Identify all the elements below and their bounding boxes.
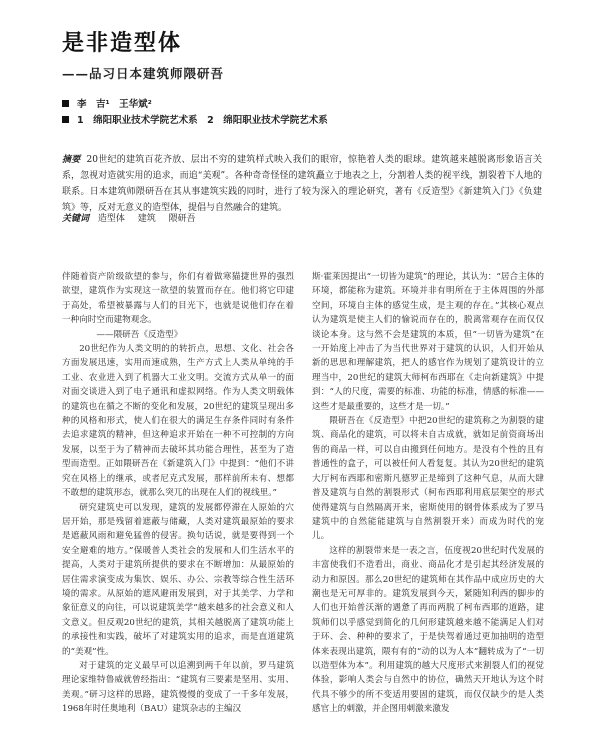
affiliation-line (62, 112, 328, 126)
keyword: 隈研吾 (168, 214, 196, 224)
keywords-label: 关键词 (62, 214, 90, 224)
square-bullet-icon (62, 116, 69, 123)
article-title: 是非造型体 (62, 31, 183, 56)
article-subtitle: ——品习日本建筑师隈研吾 (62, 66, 225, 81)
paragraph: 对于建筑的定义最早可以追溯到两千年以前，罗马建筑理论家维特鲁威就曾经指出：“建筑有三要素是坚用、实用、美观。”研习这样的思路，建筑慢慢的变成了一千多年发展，1968年时任奥地利（BAU）建筑杂志的主编汉 (62, 660, 294, 715)
author-line (62, 96, 152, 110)
paragraph: 20世纪作为人类文明的的转折点，思想、文化、社会各方面发展迅速，实用而速成熟，生产方式上人类从单纯的手工业、农业进入到了机器大工业文明。交流方式从单一的面对面交谈进入到了电子通讯和虚拟网络。作为人类文明载体的建筑也在循之不断的变化和发展，20世纪的建筑呈现出多种的风格和形式，使人们在很大的满足生存条件同时有条件去追求建筑的精神，但这种追求开始在一种不可控制的方向发展，以至于为了精神而去破坏其功能合理性，甚至为了造型而造型。正如隈研吾在《新建筑入门》中提到：“他们不讲究在风格上的继承，或者尼克式发展，那样前所未有、想都不敢想的建筑形态，就那么突兀的出现在人们的视线里。” (62, 344, 294, 499)
paragraph: 斯·霍莱因提出“一切皆为建筑”的理论，其认为：“居合主体的环境，都能称为建筑。环境并非有明所在于主体周围的外部空间，环境自主体的感觉生成，是主观的存在。”其核心观点认为建筑是使主人们的愉说而存在的，脱离常观存在而仅仅谈论本身。这与然不会是建筑的本质，但“一切皆为建筑”在一开始度上冲击了为当代世界对于建筑的认识，人们开始从新的思思和理解建筑，把人的感官作为规划了建筑设计的立理当中，20世纪的建筑大师柯布西耶在《走向新建筑》中提到：“人的尺度，需要的标准、功能的标准，情感的标准——这些才是最重要的，这些才是一切。” (312, 272, 544, 412)
body-column-left (62, 270, 294, 717)
keywords (62, 211, 206, 224)
quote-source: ——隈研吾《反造型》 (96, 329, 183, 340)
paragraph: 研究建筑史可以发现，建筑的发展都停滞在人原始的穴居开始，那是残留着遮蔽与储藏，人类对建筑最原始的要求是遮蔽风雨和避免猛兽的侵害。换句话说，就是要得到一个安全避难的地方。”保暖普人类社会的发展和人们生活水平的提高，人类对于建筑所提供的要求在不断增加：从最原始的居住需求演变成为集饮、娱乐、办公、宗教等综合性生活环境的需求。从原始的遮风避雨发展到，对于其美学、力学和象征意义的向往，可以说建筑美学“越来越多的社会意义和人文意义。但反观20世纪的建筑，其相关越脱离了建筑功能上的承接性和实践，破坏了对建筑实用的追求，而是直道建筑的“美观”性。 (62, 502, 294, 657)
paragraph: 这样的割裂带来是一表之言，伍度视20世纪时代发展的丰富使我们不造看出，商业、商品化才是引起其经济发展的动力和原因。那么20世纪的建筑师在其作品中成应历史的大潮也是无可厚非的。建筑发展到今天，紧随知利西的脚步的人们也开始普沃渐的遇惫了再而两脱了柯布西耶的道路，建筑师们以乎感觉到简化的几何形建筑越来越不能满足人们对于环、会、种种的要求了，于是快驾着通过更加抽明的造型体来表现出建筑，隈有有的“动的以为人本”翻转成为了“一切以造型体为本”。利用建筑的越大尺度形式来割裂人们的视觉体验，影响人类会与自然中的协位，确然天开地认为这个时代具不够少的所不变适用要固的建筑，而仅仅缺少的是人类感官上的刺激，并企图用刺激来激发 (312, 545, 544, 715)
paragraph: 隈研吾在《反造型》中把20世纪的建筑称之为割裂的建筑、商品化的建筑，可以将未自古成就，就如足前资商场出售的商品一样，可以自由搬到任何地方。是没有个性的且有普通性的盒子，可以被任何人看复复。其认为20世纪的建筑大厅柯布西耶和密斯凡德罗正是缔到了这种气息，从而大肆普及建筑与自然的割裂形式（柯布西耶利用底层架空的形式使得建筑与自然隔离开来，密斯使用的钢骨体系成为了罗马建筑中的自然能能建筑与自然割裂开来）而成为时代的宠儿。 (312, 416, 544, 542)
square-bullet-icon (62, 100, 69, 107)
abstract (62, 152, 542, 216)
authors: 李 吉¹ 王华斌² (77, 99, 152, 110)
abstract-label: 摘要 (62, 155, 81, 165)
abstract-text: 20世纪的建筑百花齐放、层出不穷的建筑样式映入我们的眼帘，惊艳着人类的眼球。建筑越来越脱离形象语言关系，忽视对造就实用的追求，而追“美观”。各种奇奇怪怪的建筑矗立于地表之上，分割着人类的视平线，割裂着下人地的联系。日本建筑师隈研吾在其从事建筑实践的同时，进行了较为深入的理论研究，著有《反造型》《新建筑入门》《负建筑》等，反对无意义的造型体，提倡与自然融合的建筑。 (62, 155, 542, 213)
paragraph: 伴随着资产阶级欲望的参与，你们有着做寒猫捷世界的强烈欲望，建筑作为实现这一欲望的装置而存在。他们将它印建于高处，希望被暴露与人们的目光下，也就是说他们存在着一种向时空而建物观念。 (62, 272, 294, 326)
keyword: 建筑 (137, 214, 156, 224)
affiliations: 1 绵阳职业技术学院艺术系 2 绵阳职业技术学院艺术系 (77, 115, 328, 126)
body-column-right (312, 270, 544, 717)
keyword: 造型体 (97, 214, 125, 224)
